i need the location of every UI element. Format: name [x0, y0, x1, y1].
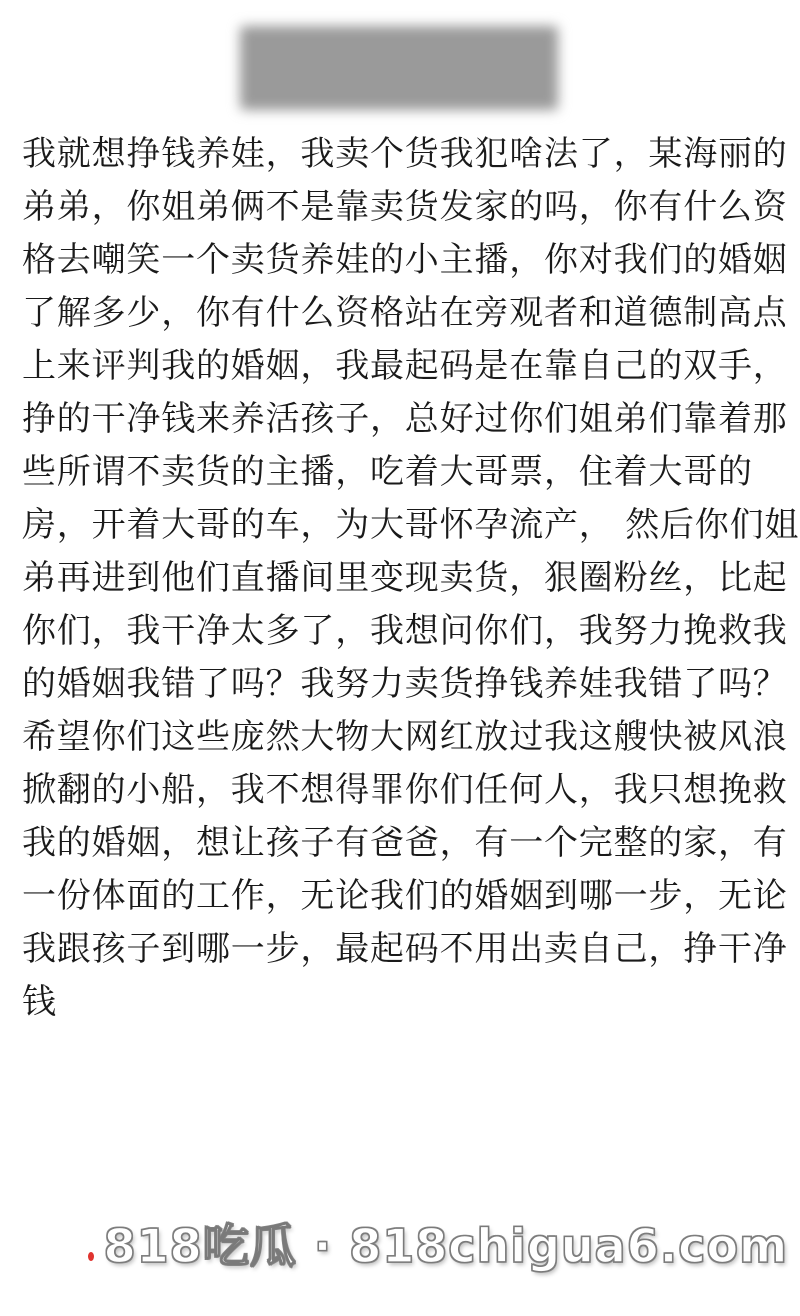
post-line: 一份体面的工作，无论我们的婚姻到哪一步，无论 — [22, 876, 788, 916]
post-line: 希望你们这些庞然大物大网红放过我这艘快被风浪 — [22, 717, 788, 757]
post-line: 上来评判我的婚姻，我最起码是在靠自己的双手， — [22, 346, 788, 386]
post-line: 的婚姻我错了吗？我努力卖货挣钱养娃我错了吗？ — [22, 664, 788, 704]
post-line: 格去嘲笑一个卖货养娃的小主播，你对我们的婚姻 — [22, 240, 788, 280]
post-line: 房，开着大哥的车，为大哥怀孕流产， 然后你们姐 — [22, 505, 800, 545]
post-line: 掀翻的小船，我不想得罪你们任何人，我只想挽救 — [22, 770, 788, 810]
post-line: 弟弟，你姐弟俩不是靠卖货发家的吗，你有什么资 — [22, 187, 788, 227]
watermark-dot-icon — [88, 1252, 94, 1261]
post-line: 我就想挣钱养娃，我卖个货我犯啥法了，某海丽的 — [22, 134, 788, 174]
watermark — [88, 1208, 788, 1278]
post-line: 挣的干净钱来养活孩子，总好过你们姐弟们靠着那 — [22, 399, 788, 439]
post-body-text — [22, 128, 800, 1029]
post-line: 我的婚姻，想让孩子有爸爸，有一个完整的家，有 — [22, 823, 788, 863]
post-line: 了解多少，你有什么资格站在旁观者和道德制高点 — [22, 293, 788, 333]
post-line: 你们，我干净太多了，我想问你们，我努力挽救我 — [22, 611, 788, 651]
watermark-text: 818吃瓜 · 818chigua6.com — [103, 1219, 788, 1273]
post-line: 些所谓不卖货的主播，吃着大哥票，住着大哥的 — [22, 452, 753, 492]
blurred-header — [240, 26, 558, 110]
post-line: 钱 — [22, 982, 57, 1022]
post-line: 弟再进到他们直播间里变现卖货，狠圈粉丝，比起 — [22, 558, 788, 598]
post-line: 我跟孩子到哪一步，最起码不用出卖自己，挣干净 — [22, 929, 788, 969]
